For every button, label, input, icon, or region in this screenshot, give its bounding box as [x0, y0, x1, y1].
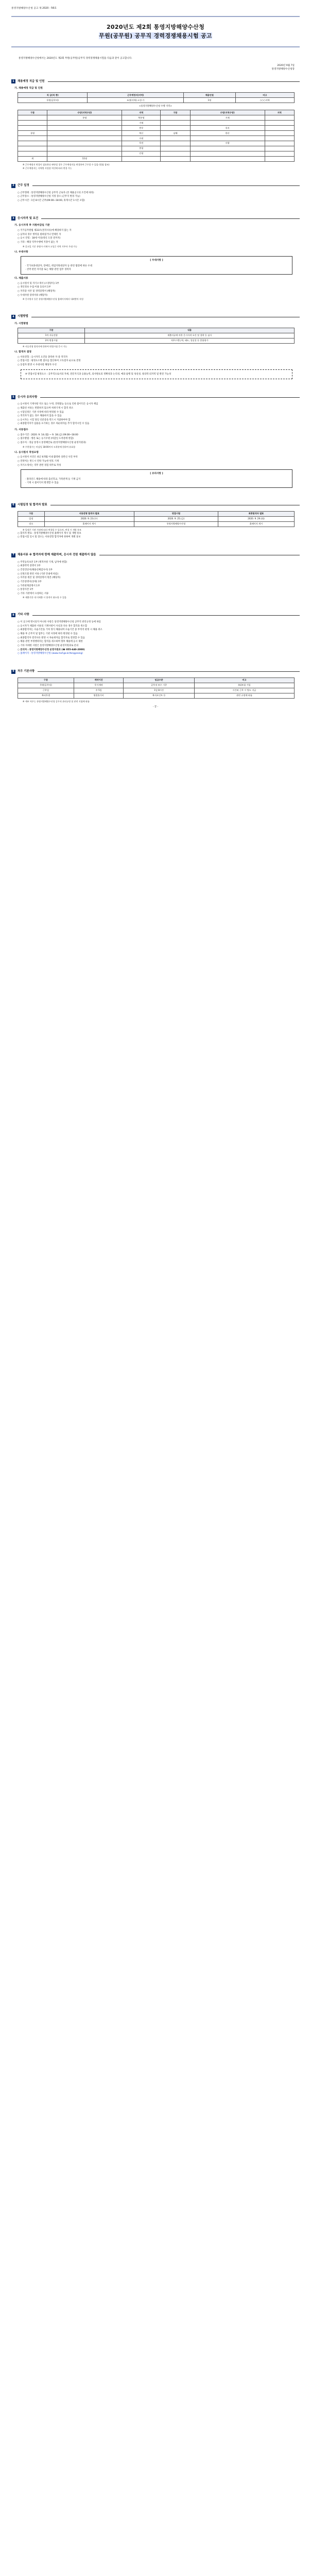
footnote: ※ 우편접수는 마감일 18:00까지 도착분에 한하여 유효함	[23, 445, 76, 448]
paragraph: ○ 시험일정은 기관 사정에 따라 변경될 수 있음	[18, 411, 64, 414]
section-number: 2	[11, 184, 15, 188]
table-cell	[161, 126, 190, 131]
table-cell	[47, 136, 122, 141]
table-cell: 2020. 9. 25.(금)	[134, 516, 218, 521]
paragraph: ○ 합격자 발표 : 통영지방해양수산청 홈페이지 게시 및 개별 통보	[18, 532, 81, 535]
table-header: 구분	[18, 328, 85, 333]
table-row	[18, 688, 295, 693]
table-cell: 무원(공무직)	[18, 683, 74, 688]
table-cell: 수월	[122, 136, 161, 141]
table-caption: <통영지방해양수산청 수행 지역>	[139, 105, 172, 108]
subheading: 나. 우대사항	[14, 250, 28, 253]
section-number: 8	[11, 613, 15, 617]
paragraph: ○ 근무장소 : 통영지방해양수산청 지정 장소 (근무지 변경 가능)	[18, 195, 80, 198]
table-cell	[161, 136, 190, 141]
footnote: ※ 서류전형 합격자에 한하여 면접시험 응시 가능	[23, 345, 67, 348]
paragraph: ○ 응시 연령 : 18세 이상(정년 도달 전까지)	[18, 237, 61, 240]
table-cell: 1일 8시간	[124, 688, 195, 693]
table-cell: 홈페이지 게시	[44, 521, 134, 527]
table-cell	[161, 115, 190, 121]
table-cell: 봉평	[122, 146, 161, 151]
box-line: · 기재 시 불이익이 발생할 수 있음	[25, 481, 59, 484]
table-row	[18, 146, 295, 151]
subheading: 나. 합격자 결정	[14, 350, 31, 353]
table-cell: 2020. 9. 23.(수)	[44, 516, 134, 521]
table-cell	[190, 136, 265, 141]
section-title: 근무 일정	[18, 183, 29, 187]
table-cell	[161, 146, 190, 151]
subheading: 가. 채용예정 직급 및 인원	[14, 87, 43, 90]
table-header: 구분	[18, 110, 47, 115]
footnote: ※ 응시원서 등은 통영지방해양수산청 홈페이지에서 내려받아 작성	[23, 298, 84, 301]
table-cell: 주 5일	[74, 688, 123, 693]
footnote: ※ 일정은 기관 사정에 따라 변경될 수 있으며, 변경 시 개별 통보	[23, 528, 81, 531]
table-cell: 근무일	[18, 688, 74, 693]
table-header: 수당(지역수당)	[190, 110, 265, 115]
table-cell	[265, 146, 294, 151]
table-header: 구분	[161, 110, 190, 115]
table-cell	[18, 151, 47, 156]
section-number: 7	[11, 553, 15, 557]
preference-box	[21, 256, 292, 275]
section-number: 9	[11, 670, 15, 674]
table-cell: 제출서류에 의한 응시자격 요건 및 경력 등 심사	[85, 333, 295, 338]
table-cell: 2차 면접시험	[18, 338, 85, 343]
table-cell: 시간외 근무 시 별도 지급	[194, 688, 294, 693]
table-header: 지역	[265, 110, 294, 115]
table-row	[18, 521, 295, 527]
table-header: 면접시험	[134, 511, 218, 516]
benefits-table-wrap	[18, 677, 295, 699]
paragraph: ○ 자기소개서는 직무 관련 경험 위주로 작성	[18, 464, 61, 467]
paragraph: ○ 접수기간 : 2020. 9. 14.(월) ~ 9. 18.(금) 09:00~18:00	[18, 433, 78, 436]
paragraph: ○ 국가공무원법 제33조(결격사유)에 해당하지 않는 자	[18, 229, 72, 232]
subheading: 가. 시험방법	[14, 323, 28, 326]
section-2-header	[11, 184, 300, 188]
footnote: ※ 공고일 기준 통영시·거제시·고성군 지역 거주자 우대 가능	[23, 245, 78, 248]
table-cell	[265, 151, 294, 156]
subheading: 가. 응시자격 ※ 지원마감일 기준	[14, 224, 50, 227]
table-cell: 통영	[47, 115, 122, 121]
table-cell: 1차 서류전형	[18, 333, 85, 338]
exam-method-table	[18, 328, 295, 344]
section-rule	[32, 185, 300, 186]
paragraph: ○ 접수처 : 경남 통영시 통영해안로 (통영지방해양수산청 운영지원과)	[18, 442, 87, 445]
paragraph: ○ 서류전형 : 응시자격 요건을 충족한 자 중 적격자	[18, 355, 68, 359]
benefits-table	[18, 677, 295, 699]
paragraph: ○ 기타 자세한 사항은 통영지방해양수산청 운영지원과로 문의	[18, 644, 79, 647]
region-table	[18, 110, 295, 162]
table-cell: 욕지	[190, 126, 265, 131]
table-cell: 조정(지역)·고성·가	[88, 98, 184, 103]
section-number: 4	[11, 315, 15, 319]
table-cell: 무기계약	[74, 683, 123, 688]
section-number: 3	[11, 216, 15, 221]
paragraph: ○ 제출된 서류는 반환하지 않으며 허위기재 시 합격 취소	[18, 407, 74, 410]
table-cell	[265, 136, 294, 141]
table-cell	[190, 146, 265, 151]
subheading: 나. 응시원서 작성요령	[14, 451, 39, 454]
section-9-header	[11, 670, 300, 674]
title-line-2-text: 무원(공무원) 공무직 경력경쟁채용시험 공고	[99, 32, 212, 40]
table-cell: 관련 규정에 따름	[194, 693, 294, 698]
subheading: 가. 서류접수	[14, 429, 28, 432]
table-cell: 장소	[18, 521, 45, 527]
table-cell	[265, 131, 294, 136]
table-cell: 북통영	[122, 115, 161, 121]
organization-name: 통영지방해양수산청장	[271, 67, 295, 71]
table-cell	[18, 126, 47, 131]
section-number: 1	[11, 79, 15, 83]
paragraph: ○ 적격자가 없는 경우 채용하지 않을 수 있음	[18, 415, 62, 418]
table-cell	[190, 156, 265, 161]
paragraph: ○ 우대사항 증빙서류 (해당자)	[18, 294, 48, 297]
table-cell	[161, 151, 190, 156]
section-4-header	[11, 315, 300, 319]
table-cell: 1명	[183, 98, 235, 103]
table-cell: 계	[18, 156, 47, 161]
table-header: 채용인원	[183, 93, 235, 98]
table-cell: 통영	[18, 131, 47, 136]
table-cell: 인평	[122, 151, 161, 156]
table-cell: 공무직 보수 기준	[124, 683, 195, 688]
table-row	[18, 126, 295, 131]
paragraph: ○ 응시원서 기재사항 착오 또는 누락, 연락불능 등으로 인한 불이익은 응시자 책임	[18, 403, 98, 406]
box-title: [ 우대사항 ]	[150, 259, 163, 262]
paragraph: ○ 최종합격자는 수습기간을 거쳐 정식 채용되며 수습기간 중 부적격 판정 시 채용 취소	[18, 629, 102, 632]
section-rule	[40, 397, 300, 398]
paragraph: ○ 동점자 발생 시 우대사항 해당자 우선	[18, 363, 57, 366]
section-7-header	[11, 553, 300, 557]
paragraph: ○ 가족관계증명서 1부	[18, 584, 40, 587]
contact-line: ○ 문의처 : 통영지방해양수산청 운영지원과 (☎ 055-640-2000)	[18, 648, 85, 651]
box-line: · 선박 관련 자격증 또는 해양 관련 업무 경력자	[25, 268, 71, 271]
table-cell	[265, 121, 294, 126]
table-cell	[161, 121, 190, 126]
footnote: ※ 근무예정지는 지역별 사업장 여건에 따라 변경 가능	[23, 166, 72, 170]
table-row	[18, 156, 295, 161]
table-cell	[47, 121, 122, 126]
end-marker: - 끝 -	[152, 706, 159, 709]
table-cell	[265, 156, 294, 161]
table-header: 구분	[18, 511, 45, 516]
paragraph: ○ 기본증명서(상세) 1부	[18, 580, 42, 583]
schedule-table-wrap	[18, 511, 295, 527]
paragraph: ○ 최종합격자 결격사유 발생 시 차순위자를 합격자로 결정할 수 있음	[18, 636, 85, 639]
box-line: · 블라인드 채용에 따라 출신학교, 가족관계 등 기재 금지	[25, 478, 81, 481]
table-cell	[265, 126, 294, 131]
exam-method-table-wrap	[18, 328, 295, 344]
section-number: 5	[11, 395, 15, 399]
table-header: 근무예정지(지역)	[88, 93, 184, 98]
paragraph: ○ 면접시험 : 평정요소별 점수를 합산하여 고득점자 순으로 결정	[18, 360, 81, 363]
section-8-header	[11, 613, 300, 617]
table-cell: 복지포인트 등	[124, 693, 195, 698]
table-row	[18, 151, 295, 156]
table-cell	[47, 146, 122, 151]
table-cell: 홈페이지 게시	[218, 521, 294, 527]
date-block	[11, 64, 300, 71]
table-row	[18, 136, 295, 141]
section-title: 기타 사항	[18, 613, 29, 617]
table-header-row	[18, 110, 295, 115]
table-cell: 한산	[190, 131, 265, 136]
table-header: 비고	[194, 677, 294, 683]
table-cell	[18, 146, 47, 151]
table-cell: 거제	[190, 115, 265, 121]
table-cell: 11명	[47, 156, 122, 161]
table-row	[18, 131, 295, 136]
paragraph: ○ 주민등록초본 1부 (병적사항 기재, 남자에 한함)	[18, 561, 67, 564]
notice-date: 2020년 9월 7일	[277, 64, 295, 67]
paragraph: ○ 건강진단서(채용신체검사서) 1부	[18, 569, 53, 572]
paragraph: ○ 채용 후 근무지 및 업무는 기관 사정에 따라 변경될 수 있음	[18, 633, 78, 636]
paragraph: ○ 면접시험 일시 및 장소는 서류전형 합격자에 한하여 개별 통보	[18, 536, 81, 539]
section-6-header	[11, 503, 300, 507]
table-cell: 2020. 9. 29.(화)	[218, 516, 294, 521]
paragraph: ○ 기타 기관에서 요청하는 서류	[18, 592, 49, 595]
table-cell	[18, 136, 47, 141]
notice-number: 통영지방해양수산청 공고 제 2020 - 56호	[11, 7, 57, 10]
table-cell	[161, 141, 190, 146]
paragraph: ○ 신원조회 관련 서류 (기관 안내에 따름)	[18, 572, 59, 575]
table-row	[18, 121, 295, 126]
table-cell	[190, 121, 265, 126]
position-table-wrap	[18, 92, 295, 103]
paragraph: ○ 남자의 경우 병역을 필하였거나 면제된 자	[18, 233, 61, 236]
table-row	[18, 141, 295, 146]
table-cell: 북신	[122, 131, 161, 136]
table-cell: 일정	[18, 516, 45, 521]
section-number: 6	[11, 503, 15, 507]
table-cell	[47, 151, 122, 156]
table-header: 비고	[235, 93, 294, 98]
section-title: 채용예정 직급 및 인원	[18, 79, 45, 83]
table-header: 서류전형 합격자 발표	[44, 511, 134, 516]
table-row	[18, 338, 295, 343]
homepage-link[interactable]: ○ 홈페이지 : 통영지방해양수산청 (www.mof.go.kr/tongyeong)	[18, 652, 83, 655]
table-header: 계약기간	[74, 677, 123, 683]
table-row	[18, 115, 295, 121]
section-rule	[38, 671, 300, 672]
table-cell	[47, 131, 122, 136]
paragraph: ○ 최종합격자가 임용을 포기하는 경우 차순위자를 추가 합격시킬 수 있음	[18, 422, 90, 426]
table-cell	[18, 121, 47, 126]
paragraph: ○ 통장사본 1부	[18, 588, 33, 591]
table-row	[18, 98, 295, 103]
table-cell	[265, 115, 294, 121]
section-5-header	[11, 395, 300, 399]
title-line-1: 2020년도 제2회 통영지방해양수산청	[106, 23, 205, 30]
paragraph: ○ 응시자는 시험 당일 신분증을 반드시 지참하여야 함	[18, 418, 71, 421]
section-title: 처우 기본사항	[18, 669, 35, 673]
paragraph: ○ 이 공고에 명시되지 아니한 사항은 통영지방해양수산청 공무직 관리규정 등에 따름	[18, 621, 101, 624]
position-table	[18, 92, 295, 103]
paragraph: ○ 자격증 사본 및 경력증명서 (해당자)	[18, 290, 56, 293]
paragraph: ○ 근무형태 : 통영지방해양수산청 공무직 근로자 (본 채용공고의 조건에 따라)	[18, 191, 94, 194]
table-cell: 직무수행능력, 태도, 성실성 등 종합평가	[85, 338, 295, 343]
paragraph: ○ 개인정보 수집·이용 동의서 1부	[18, 286, 51, 289]
section-title: 응시자격 및 요건	[18, 216, 39, 220]
box-line: ※ 면접시험 평정요소 : 공무직으로서의 자세, 전문지식과 응용능력, 의사발표의 정확성과 논리성, 예의·품행 및 성실성, 창의력·의지력 및 발전 가능성	[25, 373, 171, 376]
paragraph: ○ 채용 관련 부정행위자는 합격을 취소하며 향후 채용에 응시 제한	[18, 640, 83, 643]
table-header: 임금수준	[124, 677, 195, 683]
paragraph: ○ 응시자가 제출한 서류의 기재사항이 사실과 다른 경우 합격을 취소함	[18, 624, 88, 628]
paragraph: ○ 기타 : 해당 직무수행에 지장이 없는 자	[18, 241, 58, 244]
table-row	[18, 333, 295, 338]
box-title: [ 유의사항 ]	[150, 472, 163, 476]
footnote: ※ 제출기한 내 미제출 시 합격이 취소될 수 있음	[23, 596, 67, 599]
section-1-header	[11, 79, 300, 83]
table-row	[18, 683, 295, 688]
table-cell: 사량	[190, 141, 265, 146]
title-box	[11, 16, 300, 47]
section-3-header	[11, 216, 300, 221]
table-cell	[161, 156, 190, 161]
section-rule	[41, 218, 300, 219]
paragraph: ○ 최종학력 증명서 1부	[18, 565, 41, 568]
table-cell: 남해	[161, 131, 190, 136]
table-header-row	[18, 511, 295, 516]
footnote: ※ 근무예정지 변경이 필요하다 판단될 경우 근무예정지를 변경하여 근무할 수 있음 (별첨 참조)	[23, 163, 110, 166]
table-cell	[47, 126, 122, 131]
subheading: 다. 제출서류	[14, 277, 28, 280]
table-header-row	[18, 93, 295, 98]
caution-box	[21, 469, 292, 488]
section-title: 채용서류 ※ 합격자에 한해 제출하며, 응시자 전원 제출하지 않음	[18, 553, 96, 556]
intro-text: 통영지방해양수산청에서는 2020년도 제2회 무원(공무원)공무직 경력경쟁채용시험을 다음과 같이 공고합니다.	[19, 57, 132, 60]
paragraph: ○ 연락처는 반드시 연락 가능한 번호 기재	[18, 460, 59, 463]
table-cell	[18, 115, 47, 121]
table-row	[18, 693, 295, 698]
table-cell	[18, 141, 47, 146]
paragraph: ○ 응시원서 사진은 최근 6개월 이내 촬영한 상반신 사진 부착	[18, 456, 78, 459]
interview-criteria-box	[21, 369, 292, 379]
section-rule	[32, 615, 300, 616]
paragraph: ○ 자격증 원본 및 경력증명서 원본 (해당자)	[18, 577, 61, 580]
section-rule	[48, 81, 300, 82]
table-cell: 무원(공무직)	[18, 98, 88, 103]
schedule-table	[18, 511, 295, 527]
table-cell	[265, 141, 294, 146]
table-cell: 충무	[122, 126, 161, 131]
section-title: 시험일정 및 합격자 발표	[18, 503, 47, 506]
table-header-row	[18, 328, 295, 333]
table-cell: ○○○지역	[235, 98, 294, 103]
table-header: 구분	[18, 677, 74, 683]
table-row	[18, 516, 295, 521]
table-cell	[190, 151, 265, 156]
table-cell	[122, 156, 161, 161]
table-cell: 통영지방해양수산청	[134, 521, 218, 527]
paragraph: ○ 근무시간 : 1일 8시간 근무(09:00~18:00, 휴게시간 1시간 포함)	[18, 199, 85, 202]
box-line: · 국가보훈대상자, 장애인, 취업지원대상자 등 관련 법령에 따른 우대	[25, 264, 92, 267]
paragraph: ○ 접수방법 : 방문 또는 등기우편 (마감일 도착분에 한함)	[18, 437, 74, 440]
table-header: 직 급(직 종)	[18, 93, 88, 98]
table-header: 최종합격자 발표	[218, 511, 294, 516]
table-header: 내용	[85, 328, 295, 333]
table-cell: 무전	[122, 141, 161, 146]
section-title: 응시자 유의사항	[18, 395, 38, 399]
paragraph: ○ 응시원서 및 자기소개서 (소정양식) 1부	[18, 282, 59, 285]
table-cell: 거제	[122, 121, 161, 126]
table-header: 수당(지역수당)	[47, 110, 122, 115]
table-header: 지역	[122, 110, 161, 115]
section-title: 시험방법	[18, 315, 28, 318]
region-table-wrap	[18, 110, 295, 162]
table-header-row	[18, 677, 295, 683]
table-cell	[47, 141, 122, 146]
title-line-2	[11, 32, 300, 40]
table-cell: 복리후생	[18, 693, 74, 698]
table-cell: 명절휴가비	[74, 693, 123, 698]
footnote: ※ 세부 처우는 통영지방해양수산청 공무직 관리규정 및 관련 지침에 따름	[23, 700, 90, 703]
table-cell: 4대보험 가입	[194, 683, 294, 688]
